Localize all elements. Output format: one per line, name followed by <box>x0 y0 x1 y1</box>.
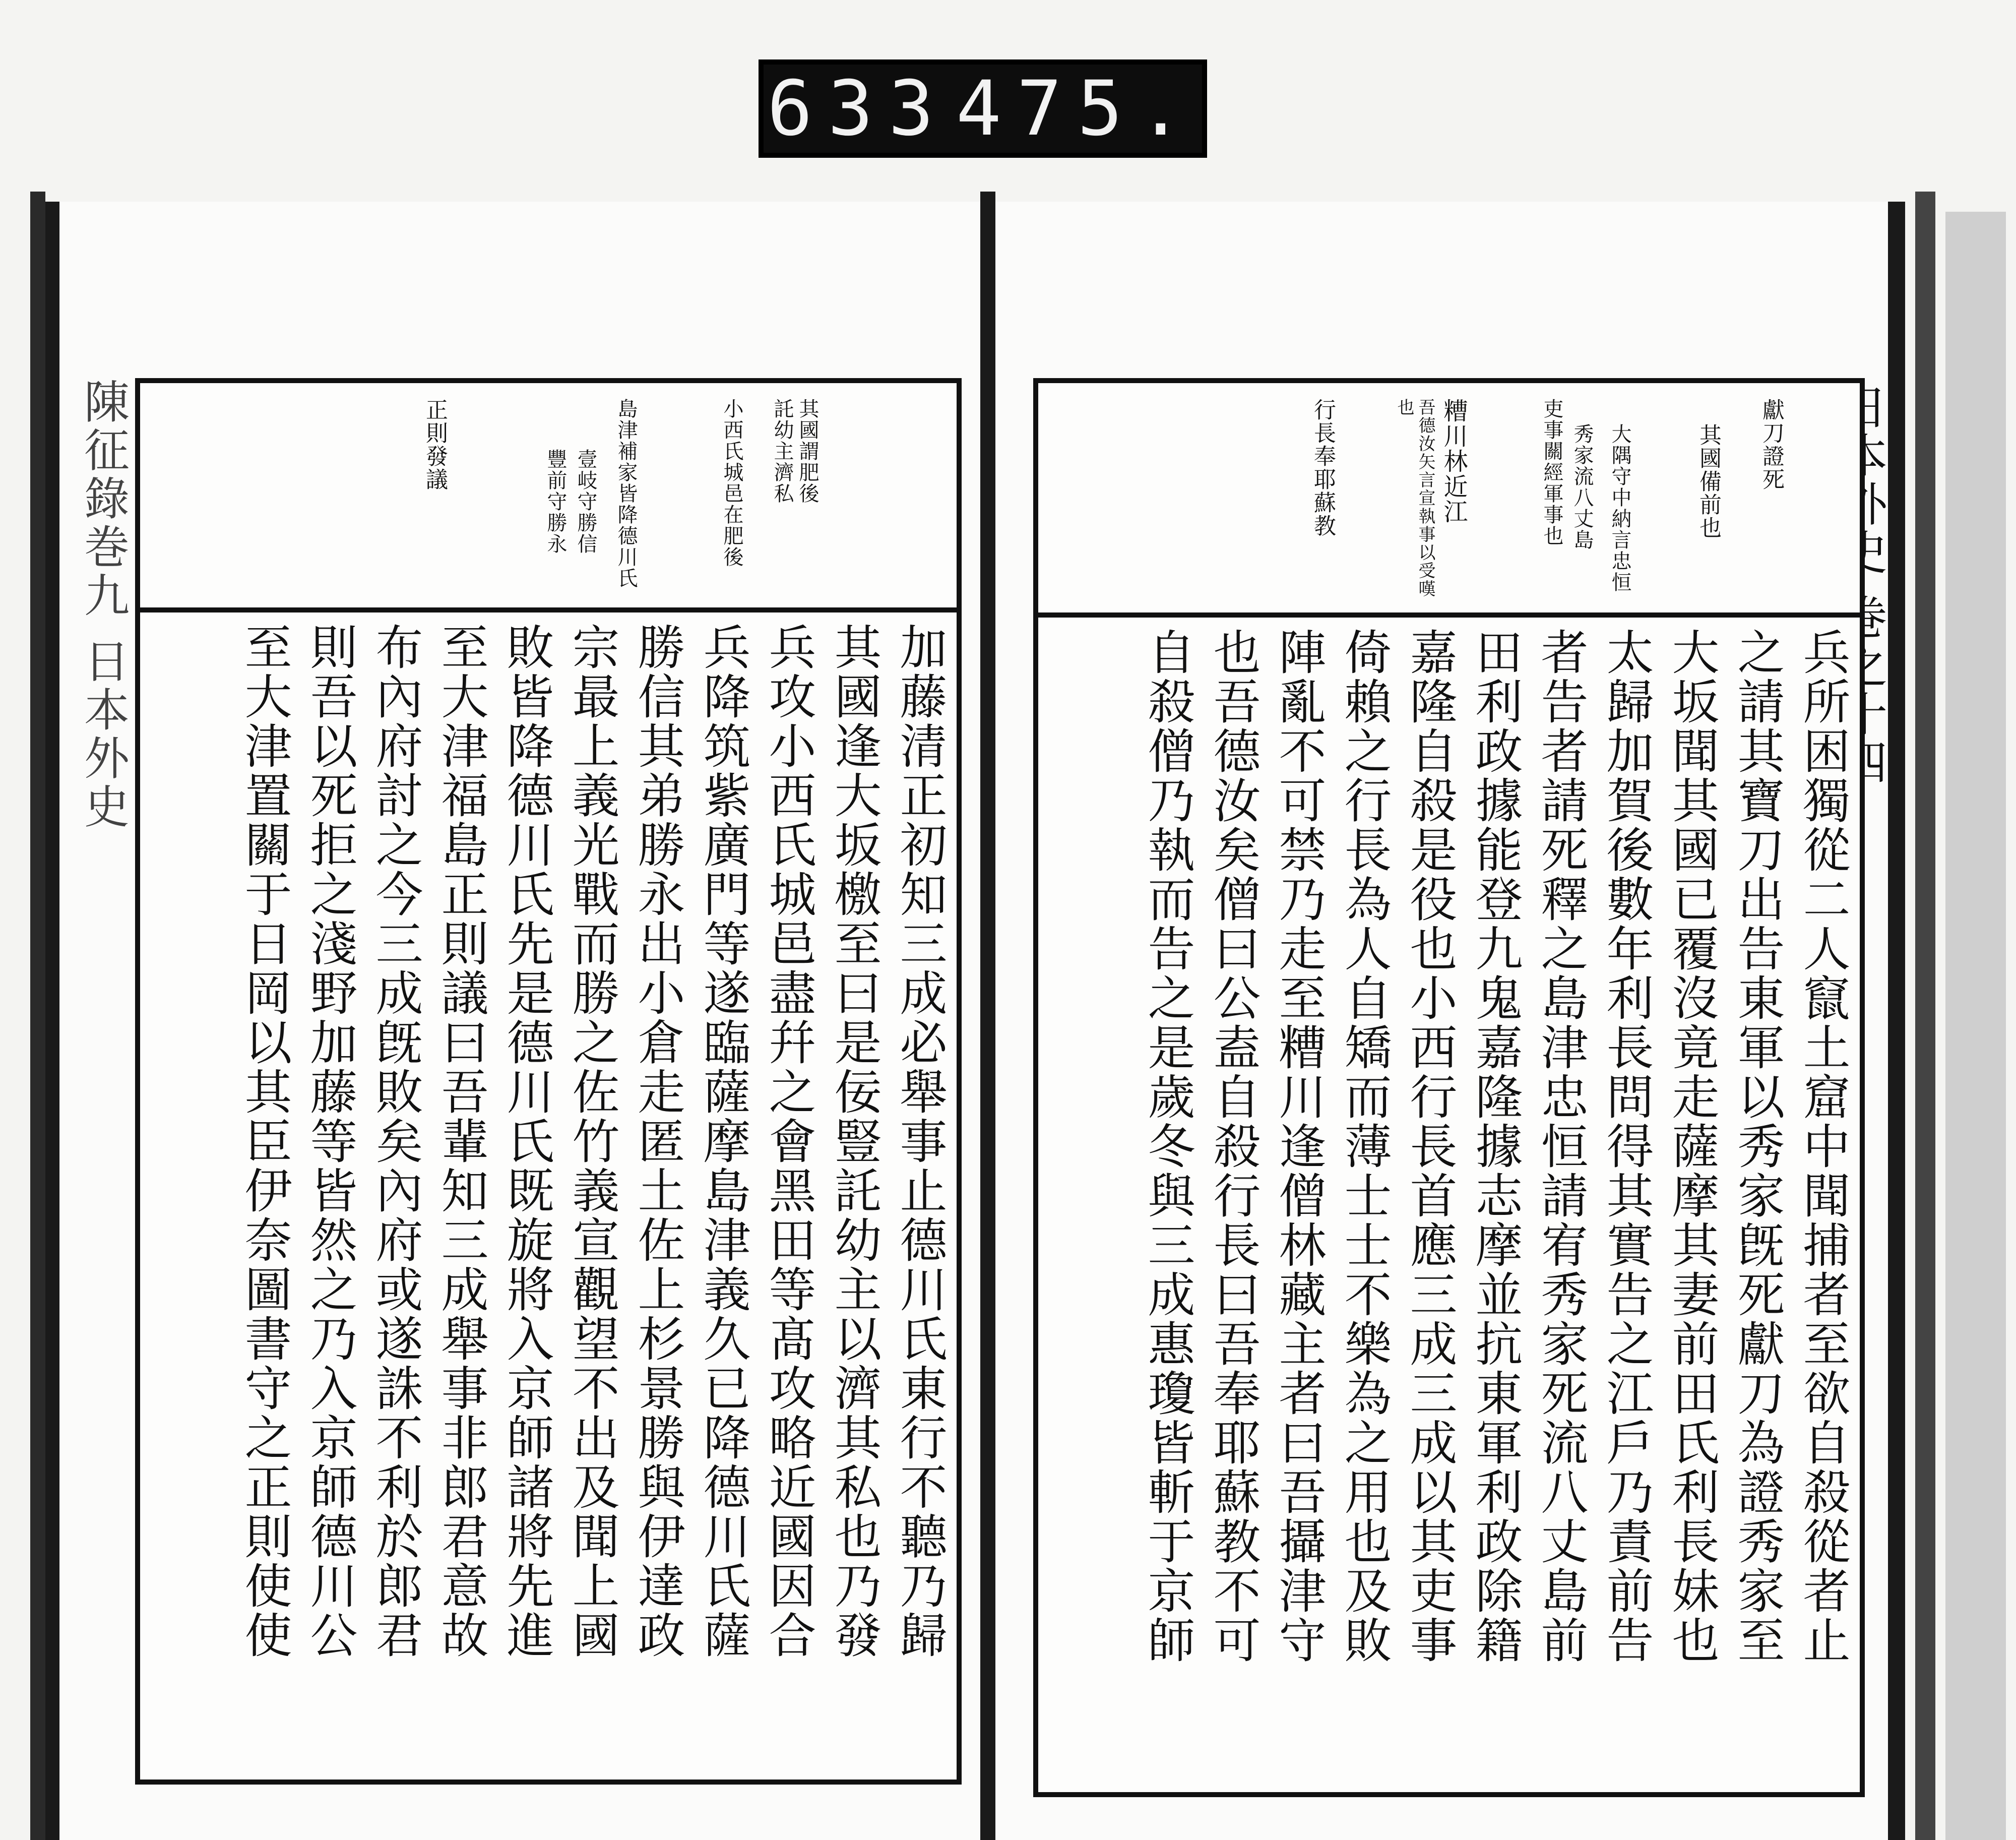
right-page <box>995 202 1905 1840</box>
right-text-column: 倚賴之行長為人自矯而薄士士不樂為之用也及敗 <box>1336 628 1391 1665</box>
stamp-right-number: 475. <box>956 65 1199 153</box>
left-page <box>45 202 980 1840</box>
right-text-column: 也吾德汝矣僧曰公盍自殺行長曰吾奉耶蘇教不可 <box>1205 628 1260 1665</box>
right-head-note: 糟川林近江 <box>1439 398 1468 524</box>
stamp-left-number: 633 <box>767 65 949 153</box>
left-head-note: 小西氏城邑在肥後 <box>720 398 743 568</box>
right-head-note: 秀家流八丈島 <box>1570 423 1594 550</box>
right-text-column: 者告者請死釋之島津忠恒請宥秀家死流八丈島前 <box>1533 628 1588 1665</box>
right-text-frame <box>1033 378 1865 1797</box>
left-text-column: 加藤清正初知三成必舉事止德川氏東行不聽乃歸 <box>892 623 947 1660</box>
left-head-note: 其國謂肥後 <box>796 398 819 504</box>
left-text-column: 兵降筑紫廣門等遂臨薩摩島津義久已降德川氏薩 <box>695 623 750 1660</box>
left-spine-label: 陳征錄巻九 日本外史 <box>76 378 129 831</box>
book-gutter <box>980 192 995 1840</box>
right-head-notes <box>1038 383 1860 618</box>
left-text-column: 兵攻小西氏城邑盡幷之會黑田等髙攻略近國因合 <box>761 623 815 1660</box>
right-head-note: 其國備前也 <box>1695 423 1721 539</box>
right-head-note: 大隅守中納言忠恒 <box>1608 423 1631 593</box>
right-text-column: 太歸加賀後數年利長問得其實告之江戶乃責前告 <box>1598 628 1653 1665</box>
left-text-column: 至大津福島正則議曰吾輩知三成舉事非郎君意故 <box>433 623 488 1660</box>
left-head-note: 壹岐守勝信 <box>574 449 597 555</box>
left-book-edge <box>30 192 45 1840</box>
left-head-note: 島津補家皆降德川氏 <box>614 398 638 589</box>
archive-stamp <box>759 59 1207 158</box>
left-text-column: 則吾以死拒之淺野加藤等皆然之乃入京師德川公 <box>302 623 357 1660</box>
left-text-column: 宗最上義光戰而勝之佐竹義宣觀望不出及聞上國 <box>564 623 619 1660</box>
left-text-column: 勝信其弟勝永出小倉走匿土佐上杉景勝與伊達政 <box>629 623 684 1660</box>
right-head-note: 獻刀證死 <box>1758 398 1784 491</box>
left-head-note: 託幼主濟私 <box>771 398 794 504</box>
left-head-note: 豐前守勝永 <box>544 449 567 555</box>
left-head-note: 正則發議 <box>422 398 448 491</box>
left-text-column: 其國逢大坂檄至曰是佞豎託幼主以濟其私也乃發 <box>826 623 881 1660</box>
right-head-note: 吾德汝矢言宣執事以受嘆也 <box>1394 398 1435 598</box>
right-text-column: 大坂聞其國已覆沒竟走薩摩其妻前田氏利長妹也 <box>1664 628 1719 1665</box>
left-head-notes <box>140 383 957 612</box>
right-text-column: 之請其寶刀出告東軍以秀家旣死獻刀為證秀家至 <box>1729 628 1784 1665</box>
left-text-frame <box>135 378 962 1785</box>
right-text-column: 自殺僧乃執而告之是歲冬與三成惠瓊皆斬于京師 <box>1140 628 1194 1665</box>
right-book-edge <box>1915 192 1935 1840</box>
right-outer-strip <box>1945 212 2006 1840</box>
right-head-note: 行長奉耶蘇教 <box>1310 398 1336 537</box>
right-text-column: 田利政據能登九鬼嘉隆據志摩並抗東軍利政除籍 <box>1467 628 1522 1665</box>
right-text-column: 兵所困獨從二人竄土窟中聞捕者至欲自殺從者止 <box>1795 628 1850 1665</box>
left-text-column: 至大津置關于日岡以其臣伊奈圖書守之正則使使 <box>236 623 291 1660</box>
right-head-note: 吏事關經軍事也 <box>1540 398 1563 546</box>
right-text-column: 陣亂不可禁乃走至糟川逢僧林藏主者曰吾攝津守 <box>1271 628 1326 1665</box>
left-text-column: 布內府討之今三成旣敗矣內府或遂誅不利於郎君 <box>367 623 422 1660</box>
right-text-column: 嘉隆自殺是役也小西行長首應三成三成以其吏事 <box>1402 628 1457 1665</box>
left-text-column: 敗皆降德川氏先是德川氏既旋將入京師諸將先進 <box>498 623 553 1660</box>
